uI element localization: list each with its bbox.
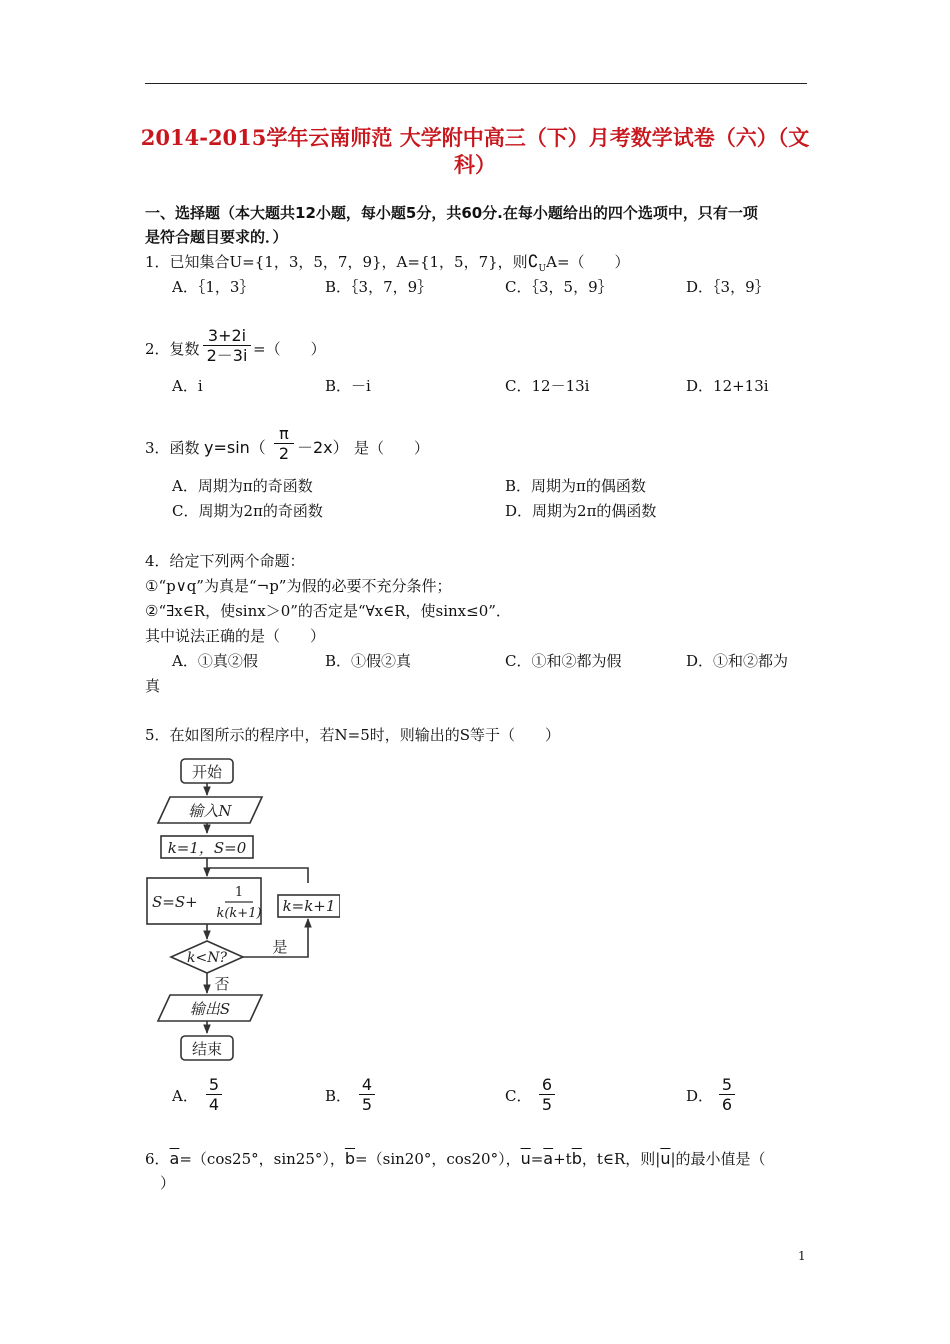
q4-option-d[interactable]: D．①和②都为 (686, 652, 789, 670)
q5-option-b[interactable]: B． (325, 1087, 352, 1105)
flow-assign-numerator: 1 (234, 885, 244, 900)
q3-option-a[interactable]: A．周期为π的奇函数 (172, 477, 313, 495)
flow-output-label: 输出S (189, 1000, 231, 1018)
vector-u: $\overline{u}$ (520, 1149, 531, 1168)
q5-option-c-fraction: 6 5 (538, 1075, 556, 1114)
question-4-proposition-1: ①“p∨q”为真是“¬p”为假的必要不充分条件； (145, 577, 452, 595)
flow-assign-denominator: k(k+1) (216, 906, 262, 921)
q2-option-b[interactable]: B．－i (325, 377, 371, 395)
q5-option-d[interactable]: D． (686, 1087, 714, 1105)
q1-option-a[interactable]: A．｛1，3｝ (172, 278, 255, 296)
q4-option-a[interactable]: A．①真②假 (172, 652, 258, 670)
question-4-ask: 其中说法正确的是（ ） (145, 627, 326, 645)
flow-decision-label: k<N? (187, 950, 227, 966)
q5-option-d-fraction: 5 6 (718, 1075, 736, 1114)
question-2-prefix: 2．复数 (145, 340, 200, 358)
q2-fraction (202, 326, 252, 365)
q3-option-b[interactable]: B．周期为π的偶函数 (505, 477, 646, 495)
q1-option-b[interactable]: B．｛3，7，9｝ (325, 278, 433, 296)
q3-fraction (273, 424, 295, 463)
q2-denominator: 2－3i (206, 346, 248, 365)
question-1-stem: 1．已知集合U={1，3，5，7，9}，A={1，5，7}，则$∁_UA=$（ ） (145, 252, 630, 274)
q1-option-c[interactable]: C．｛3，5，9｝ (505, 278, 613, 296)
flow-no-label: 否 (214, 975, 230, 993)
flow-end-label: 结束 (191, 1040, 223, 1058)
q2-option-d[interactable]: D．12+13i (686, 377, 769, 395)
header-rule (145, 83, 807, 84)
vector-a: $\overline{a}$ (169, 1149, 180, 1168)
q3-function: y=sin（ (204, 438, 266, 457)
q2-numerator: 3+2i (207, 326, 247, 345)
flow-increment-label: k=k+1 (282, 897, 336, 915)
q4-option-b[interactable]: B．①假②真 (325, 652, 412, 670)
question-4-proposition-2: ②“∃x∈R，使sinx＞0”的否定是“∀x∈R，使sinx≤0”． (145, 602, 511, 620)
flowchart (140, 752, 340, 1062)
question-2-suffix: =（ ） (253, 340, 326, 358)
q3-denominator: 2 (278, 444, 290, 463)
flow-input-label: 输入N (188, 802, 232, 820)
question-4-stem: 4．给定下列两个命题： (145, 552, 305, 570)
flow-init-label: k=1，S=0 (167, 839, 247, 857)
q5-option-a[interactable]: A． (172, 1087, 198, 1105)
q2-option-a[interactable]: A．i (172, 377, 203, 395)
q3-function-end: －2x） (297, 438, 349, 457)
q5-option-b-fraction: 4 5 (358, 1075, 376, 1114)
section-heading: 一、选择题（本大题共12小题，每小题5分，共60分.在每小题给出的四个选项中，只有一项 (145, 204, 758, 222)
q2-option-c[interactable]: C．12－13i (505, 377, 590, 395)
question-5-stem: 5．在如图所示的程序中，若N=5时，则输出的S等于（ ） (145, 726, 561, 744)
page-title: 2014-2015学年云南师范 大学附中高三（下）月考数学试卷（六）（文科） (140, 125, 810, 177)
vector-b: $\overline{b}$ (344, 1149, 356, 1168)
question-3-prefix: 3．函数 (145, 439, 200, 457)
q5-option-c[interactable]: C． (505, 1087, 532, 1105)
q1-option-d[interactable]: D．｛3，9｝ (686, 278, 770, 296)
q3-option-c[interactable]: C．周期为2π的奇函数 (172, 502, 323, 520)
flow-yes-label: 是 (272, 938, 288, 956)
page-number: 1 (798, 1249, 806, 1263)
q5-option-a-fraction: 5 4 (205, 1075, 223, 1114)
question-6-stem-cont: ） (160, 1174, 176, 1192)
q4-option-d-wrap: 真 (145, 677, 161, 695)
q3-option-d[interactable]: D．周期为2π的偶函数 (505, 502, 657, 520)
section-heading-cont: 是符合题目要求的．） (145, 228, 288, 246)
q4-option-c[interactable]: C．①和②都为假 (505, 652, 622, 670)
question-6-stem: 6．$\overline{a}=(\cos 25^\circ$，sin25°），$\overline{b}=(\sin 20^\circ$，cos20°），$\overline{u}=\overline{a}+t\overline{b}$，t∈R，则$|\overline{u}|$的最小值是（ (145, 1149, 766, 1168)
question-3-suffix: 是（ ） (354, 439, 430, 457)
flow-start-label: 开始 (191, 763, 223, 781)
q3-numerator: π (279, 424, 289, 443)
flow-assign-left: S=S+ (152, 893, 198, 911)
